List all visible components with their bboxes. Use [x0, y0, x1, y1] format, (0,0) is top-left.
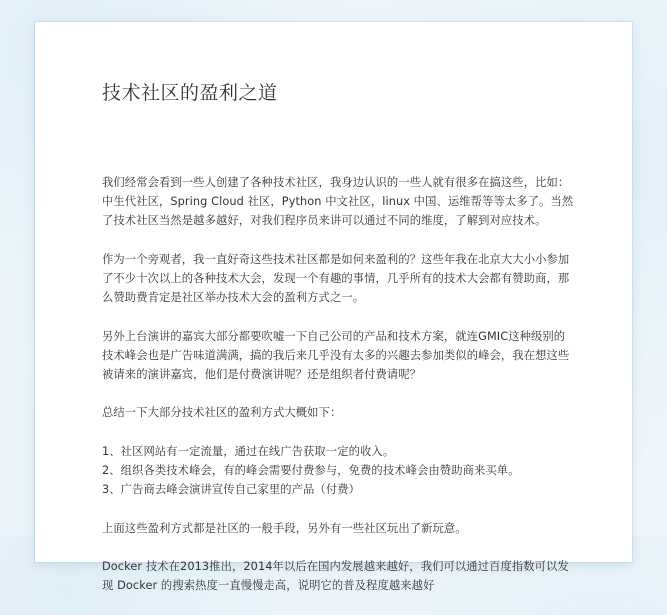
list-item: 2、组织各类技术峰会，有的峰会需要付费参与，免费的技术峰会由赞助商来买单。	[102, 463, 520, 477]
article-title: 技术社区的盈利之道	[102, 82, 278, 104]
revenue-methods-list	[102, 442, 574, 500]
paragraph-observer: 作为一个旁观者，我一直好奇这些技术社区都是如何来盈利的？这些年我在北京大大小小参加了不少十次以上的各种技术大会，发现一个有趣的事情，几乎所有的技术大会都有赞助商，那么赞助费肯定是社区举办技术大会的盈利方式之一。	[102, 252, 570, 305]
paragraph-speakers: 另外上台演讲的嘉宾大部分都要吹嘘一下自己公司的产品和技术方案，就连GMIC这种级别的技术峰会也是广告味道满满，搞的我后来几乎没有太多的兴趣去参加类似的峰会，我在想这些被请来的演讲嘉宾，他们是付费演讲呢？还是组织者付费请呢？	[102, 329, 570, 381]
paragraph-summary: 总结一下大部分技术社区的盈利方式大概如下：	[102, 406, 342, 420]
article-page	[35, 22, 632, 593]
list-item: 1、社区网站有一定流量，通过在线广告获取一定的收入。	[102, 444, 395, 458]
article-body	[102, 173, 574, 615]
paragraph-intro: 我们经常会看到一些人创建了各种技术社区，我身边认识的一些人就有很多在搞这些，比如：中生代社区，Spring Cloud 社区，Python 中文社区，linux 中国、运维帮等等太多了。当然了技术社区当然是越多越好，对我们程序员来讲可以通过不同的维度，了解到对应技术。	[102, 176, 574, 228]
list-item: 3、广告商去峰会演讲宣传自己家里的产品（付费）	[102, 483, 361, 497]
paragraph-after-list: 上面这些盈利方式都是社区的一般手段，另外有一些社区玩出了新玩意。	[102, 521, 467, 535]
paragraph-docker: Docker 技术在2013推出，2014年以后在国内发展越来越好，我们可以通过百度指数可以发现 Docker 的搜索热度一直慢慢走高，说明它的普及程度越来越好	[102, 559, 569, 593]
